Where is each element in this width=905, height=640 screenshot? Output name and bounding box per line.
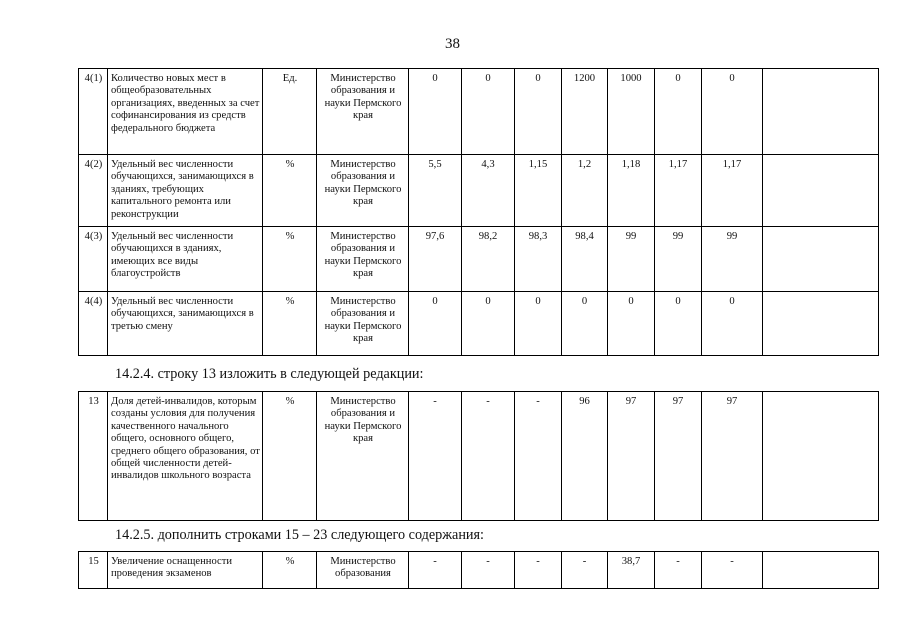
value-cell: 1,17 <box>702 155 763 227</box>
value-cell: 98,3 <box>515 227 562 292</box>
unit-cell: Ед. <box>263 69 317 155</box>
value-cell: 99 <box>655 227 702 292</box>
value-cell: 4,3 <box>462 155 515 227</box>
row-number-cell: 13 <box>79 392 108 521</box>
value-cell: 98,2 <box>462 227 515 292</box>
value-cell: 1,18 <box>608 155 655 227</box>
value-cell: 96 <box>562 392 608 521</box>
value-cell: 1,17 <box>655 155 702 227</box>
indicators-table <box>78 68 879 356</box>
unit-cell: % <box>263 155 317 227</box>
value-cell: 97,6 <box>409 227 462 292</box>
value-cell: - <box>702 552 763 589</box>
table-row <box>79 392 879 521</box>
table-row <box>79 69 879 155</box>
value-cell: 1000 <box>608 69 655 155</box>
page-number: 38 <box>445 36 460 52</box>
empty-cell <box>763 155 879 227</box>
value-cell: 0 <box>655 69 702 155</box>
value-cell: - <box>462 552 515 589</box>
value-cell: 99 <box>608 227 655 292</box>
unit-cell: % <box>263 392 317 521</box>
indicator-15-table <box>78 551 879 589</box>
value-cell: - <box>515 392 562 521</box>
empty-cell <box>763 69 879 155</box>
responsible-org-cell: Министерство образования и науки Пермского края <box>317 392 409 521</box>
responsible-org-cell: Министерство образования и науки Пермского края <box>317 227 409 292</box>
value-cell: 0 <box>655 292 702 356</box>
value-cell: 38,7 <box>608 552 655 589</box>
value-cell: - <box>515 552 562 589</box>
value-cell: 0 <box>515 292 562 356</box>
value-cell: 1,2 <box>562 155 608 227</box>
table-row <box>79 292 879 356</box>
value-cell: 0 <box>702 292 763 356</box>
value-cell: 0 <box>409 69 462 155</box>
empty-cell <box>763 227 879 292</box>
value-cell: - <box>562 552 608 589</box>
empty-cell <box>763 552 879 589</box>
value-cell: 97 <box>702 392 763 521</box>
row-number-cell: 4(2) <box>79 155 108 227</box>
indicator-name-cell: Удельный вес численности обучающихся в зданиях, имеющих все виды благоустройств <box>108 227 263 292</box>
empty-cell <box>763 392 879 521</box>
value-cell: 0 <box>462 69 515 155</box>
responsible-org-cell: Министерство образования и науки Пермского края <box>317 155 409 227</box>
value-cell: 97 <box>655 392 702 521</box>
value-cell: 0 <box>562 292 608 356</box>
value-cell: 0 <box>462 292 515 356</box>
value-cell: 0 <box>515 69 562 155</box>
table-row <box>79 155 879 227</box>
indicator-name-cell: Удельный вес численности обучающихся, занимающихся в третью смену <box>108 292 263 356</box>
responsible-org-cell: Министерство образования <box>317 552 409 589</box>
value-cell: 0 <box>409 292 462 356</box>
table-row <box>79 227 879 292</box>
indicator-name-cell: Доля детей-инвалидов, которым созданы условия для получения качественного начального общего, основного общего, среднего общего образования, от общей численности детей-инвалидов школьного возраста <box>108 392 263 521</box>
row-number-cell: 4(1) <box>79 69 108 155</box>
value-cell: - <box>462 392 515 521</box>
value-cell: 0 <box>608 292 655 356</box>
value-cell: - <box>655 552 702 589</box>
responsible-org-cell: Министерство образования и науки Пермского края <box>317 292 409 356</box>
table-row <box>79 552 879 589</box>
value-cell: 98,4 <box>562 227 608 292</box>
row-number-cell: 4(3) <box>79 227 108 292</box>
value-cell: 1,15 <box>515 155 562 227</box>
indicator-13-table <box>78 391 879 521</box>
unit-cell: % <box>263 227 317 292</box>
indicator-name-cell: Увеличение оснащенности проведения экзаменов <box>108 552 263 589</box>
instruction-text-row-13: 14.2.4. строку 13 изложить в следующей редакции: <box>115 366 424 382</box>
value-cell: 5,5 <box>409 155 462 227</box>
row-number-cell: 15 <box>79 552 108 589</box>
empty-cell <box>763 292 879 356</box>
unit-cell: % <box>263 552 317 589</box>
row-number-cell: 4(4) <box>79 292 108 356</box>
value-cell: 0 <box>702 69 763 155</box>
value-cell: - <box>409 392 462 521</box>
responsible-org-cell: Министерство образования и науки Пермского края <box>317 69 409 155</box>
unit-cell: % <box>263 292 317 356</box>
value-cell: 99 <box>702 227 763 292</box>
indicator-name-cell: Удельный вес численности обучающихся, занимающихся в зданиях, требующих капитального ремонта или реконструкции <box>108 155 263 227</box>
indicator-name-cell: Количество новых мест в общеобразовательных организациях, введенных за счет софинансирования из средств федерального бюджета <box>108 69 263 155</box>
value-cell: - <box>409 552 462 589</box>
value-cell: 97 <box>608 392 655 521</box>
instruction-text-rows-15-23: 14.2.5. дополнить строками 15 – 23 следующего содержания: <box>115 527 484 543</box>
value-cell: 1200 <box>562 69 608 155</box>
